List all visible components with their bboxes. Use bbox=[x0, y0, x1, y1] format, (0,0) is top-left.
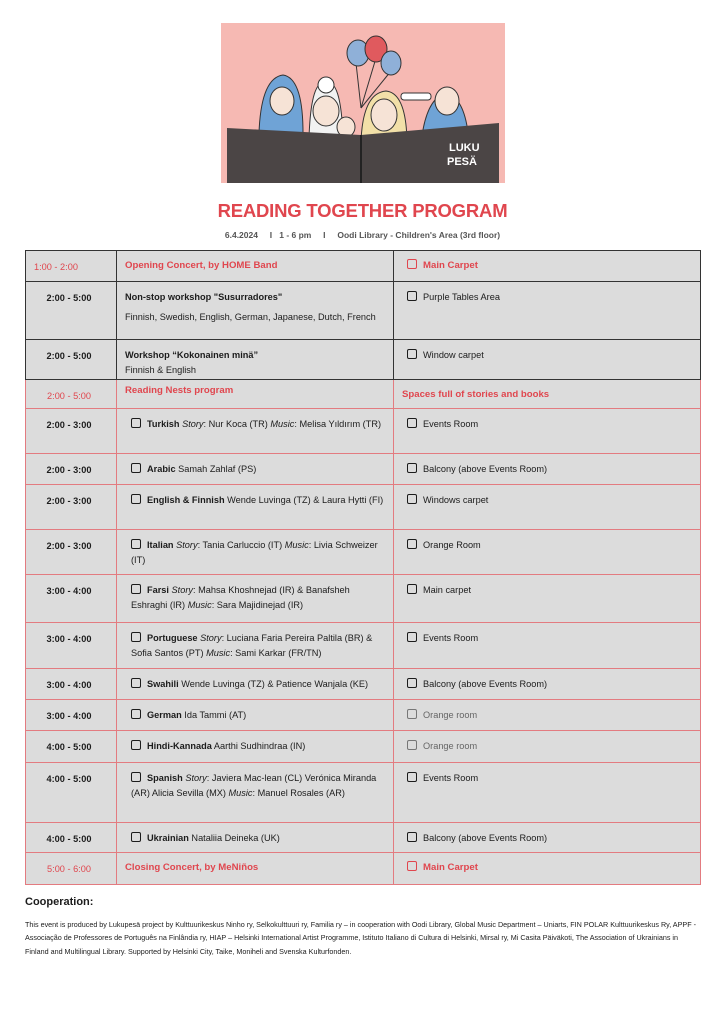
program-cell: Ukrainian Nataliia Deineka (UK) bbox=[117, 823, 394, 853]
checkbox[interactable] bbox=[131, 463, 141, 473]
place-cell: Purple Tables Area bbox=[394, 282, 701, 340]
program-cell: Portuguese Story: Luciana Faria Pereira Paltila (BR) & Sofia Santos (PT) Music: Sami Karkar (FR/TN) bbox=[117, 623, 394, 669]
time-cell: 3:00 - 4:00 bbox=[26, 575, 117, 623]
table-row bbox=[26, 575, 701, 623]
checkbox[interactable] bbox=[407, 291, 417, 301]
place-cell: Events Room bbox=[394, 763, 701, 823]
cooperation-heading: Cooperation: bbox=[25, 896, 94, 908]
checkbox[interactable] bbox=[407, 259, 417, 269]
checkbox[interactable] bbox=[407, 709, 417, 719]
program-cell: Turkish Story: Nur Koca (TR) Music: Melisa Yıldırım (TR) bbox=[117, 409, 394, 454]
time-cell: 2:00 - 3:00 bbox=[26, 485, 117, 530]
table-row bbox=[26, 485, 701, 530]
time-cell: 2:00 - 5:00 bbox=[26, 282, 117, 340]
program-cell: German Ida Tammi (AT) bbox=[117, 700, 394, 731]
time-cell: 3:00 - 4:00 bbox=[26, 623, 117, 669]
program-cell: Non-stop workshop "Susurradores" Finnish, Swedish, English, German, Japanese, Dutch, French bbox=[117, 282, 394, 340]
program-cell: Reading Nests program bbox=[117, 380, 394, 409]
program-cell: Workshop “Kokonainen minä” Finnish & English bbox=[117, 340, 394, 380]
place-cell: Main Carpet bbox=[394, 251, 701, 282]
time-cell: 4:00 - 5:00 bbox=[26, 823, 117, 853]
event-venue: Oodi Library - Children's Area (3rd floor) bbox=[337, 230, 501, 240]
checkbox[interactable] bbox=[131, 709, 141, 719]
program-cell: Arabic Samah Zahlaf (PS) bbox=[117, 454, 394, 485]
checkbox[interactable] bbox=[131, 678, 141, 688]
program-table bbox=[25, 250, 701, 885]
place-cell: Orange room bbox=[394, 700, 701, 731]
checkbox[interactable] bbox=[407, 632, 417, 642]
place-cell: Events Room bbox=[394, 623, 701, 669]
checkbox[interactable] bbox=[407, 584, 417, 594]
place-cell: Main carpet bbox=[394, 575, 701, 623]
time-cell: 2:00 - 3:00 bbox=[26, 409, 117, 454]
time-cell: 1:00 - 2:00 bbox=[26, 251, 117, 282]
checkbox[interactable] bbox=[131, 539, 141, 549]
time-cell: 2:00 - 5:00 bbox=[26, 340, 117, 380]
time-cell: 3:00 - 4:00 bbox=[26, 700, 117, 731]
program-cell: Hindi-Kannada Aarthi Sudhindraa (IN) bbox=[117, 731, 394, 763]
checkbox[interactable] bbox=[407, 832, 417, 842]
event-date: 6.4.2024 bbox=[224, 230, 258, 240]
header-illustration bbox=[221, 23, 505, 183]
table-row bbox=[26, 731, 701, 763]
time-cell: 4:00 - 5:00 bbox=[26, 763, 117, 823]
place-cell: Window carpet bbox=[394, 340, 701, 380]
checkbox[interactable] bbox=[407, 539, 417, 549]
table-row bbox=[26, 853, 701, 885]
place-cell: Events Room bbox=[394, 409, 701, 454]
program-cell: English & Finnish Wende Luvinga (TZ) & Laura Hytti (FI) bbox=[117, 485, 394, 530]
checkbox[interactable] bbox=[131, 832, 141, 842]
checkbox[interactable] bbox=[407, 772, 417, 782]
program-cell: Spanish Story: Javiera Mac-lean (CL) Verónica Miranda (AR) Alicia Sevilla (MX) Music: Manuel Rosales (AR) bbox=[117, 763, 394, 823]
time-cell: 3:00 - 4:00 bbox=[26, 669, 117, 700]
page-title: READING TOGETHER PROGRAM bbox=[217, 200, 508, 221]
checkbox[interactable] bbox=[407, 861, 417, 871]
checkbox[interactable] bbox=[131, 418, 141, 428]
place-cell: Main Carpet bbox=[394, 853, 701, 885]
program-cell: Italian Story: Tania Carluccio (IT) Music: Livia Schweizer (IT) bbox=[117, 530, 394, 575]
table-row bbox=[26, 700, 701, 731]
table-row bbox=[26, 763, 701, 823]
table-row bbox=[26, 669, 701, 700]
time-cell: 2:00 - 3:00 bbox=[26, 530, 117, 575]
table-row bbox=[26, 251, 701, 282]
program-cell: Swahili Wende Luvinga (TZ) & Patience Wanjala (KE) bbox=[117, 669, 394, 700]
checkbox[interactable] bbox=[407, 463, 417, 473]
checkbox[interactable] bbox=[407, 678, 417, 688]
program-cell: Opening Concert, by HOME Band bbox=[117, 251, 394, 282]
program-cell: Closing Concert, by MeNiños bbox=[117, 853, 394, 885]
time-cell: 5:00 - 6:00 bbox=[26, 853, 117, 885]
checkbox[interactable] bbox=[131, 772, 141, 782]
place-cell: Balcony (above Events Room) bbox=[394, 454, 701, 485]
time-cell: 2:00 - 5:00 bbox=[26, 380, 117, 409]
place-cell: Windows carpet bbox=[394, 485, 701, 530]
table-row bbox=[26, 380, 701, 409]
event-hours: 1 - 6 pm bbox=[279, 230, 312, 240]
time-cell: 4:00 - 5:00 bbox=[26, 731, 117, 763]
svg-text:LUKU: LUKU bbox=[449, 142, 480, 154]
place-cell: Orange Room bbox=[394, 530, 701, 575]
table-row bbox=[26, 623, 701, 669]
event-info: 6.4.2024 I 1 - 6 pm I Oodi Library - Children's Area (3rd floor) bbox=[224, 230, 501, 240]
place-cell: Orange room bbox=[394, 731, 701, 763]
checkbox[interactable] bbox=[407, 740, 417, 750]
checkbox[interactable] bbox=[407, 494, 417, 504]
time-cell: 2:00 - 3:00 bbox=[26, 454, 117, 485]
place-cell: Balcony (above Events Room) bbox=[394, 823, 701, 853]
checkbox[interactable] bbox=[131, 740, 141, 750]
program-cell: Farsi Story: Mahsa Khoshnejad (IR) & Banafsheh Eshraghi (IR) Music: Sara Majidinejad (IR) bbox=[117, 575, 394, 623]
checkbox[interactable] bbox=[131, 632, 141, 642]
table-row bbox=[26, 454, 701, 485]
checkbox[interactable] bbox=[407, 418, 417, 428]
table-row bbox=[26, 823, 701, 853]
svg-text:PESÄ: PESÄ bbox=[447, 156, 477, 168]
table-row bbox=[26, 530, 701, 575]
table-row bbox=[26, 340, 701, 380]
place-cell: Spaces full of stories and books bbox=[394, 380, 701, 409]
checkbox[interactable] bbox=[131, 494, 141, 504]
table-row bbox=[26, 282, 701, 340]
cooperation-text: This event is produced by Lukupesä project by Kulttuurikeskus Ninho ry, Selkokulttuuri ry, Familia ry – in cooperation with Oodi Library, Global Music Department – Uniarts, FIN POLAR Kulttuurikeskus Ry, APPF - Associação de Professores de Português na Finlândia ry, HIAP – Helsinki International Artist Programme, Istituto Italiano di Cultura di Helsinki, Mirsal ry, Mi Casita Päiväkoti, The Association of Ukrainians in Finland and Multilingual Library. Supported by Helsinki City, Taike, Moniheli and Svenska Kulturfonden. bbox=[25, 920, 696, 956]
table-row bbox=[26, 409, 701, 454]
place-cell: Balcony (above Events Room) bbox=[394, 669, 701, 700]
checkbox[interactable] bbox=[407, 349, 417, 359]
checkbox[interactable] bbox=[131, 584, 141, 594]
